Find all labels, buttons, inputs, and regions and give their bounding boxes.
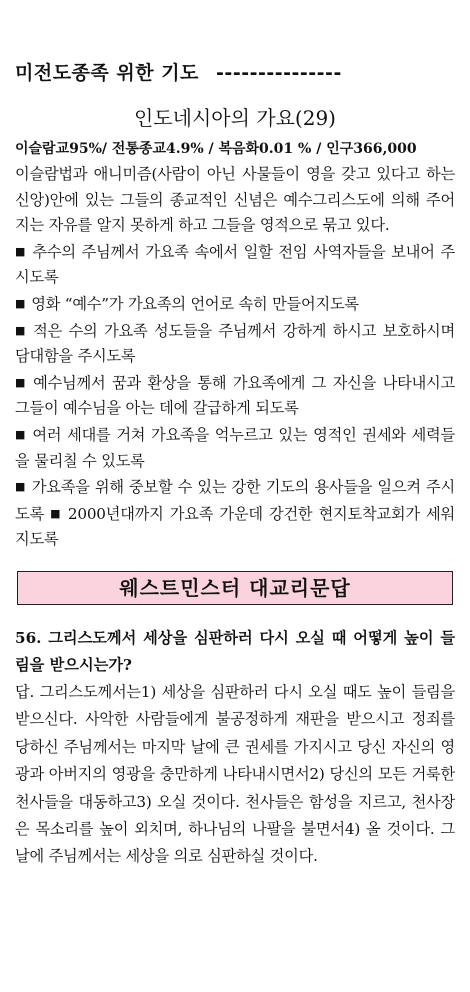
prayer-item	[15, 322, 455, 366]
catechism-banner: 웨스트민스터 대교리문답	[17, 571, 453, 605]
section-title: 미전도종족 위한 기도	[15, 62, 199, 84]
prayer-text: 적은 수의 가요족 성도들을 주님께서 강하게 하시고 보호하시며 담대함을 주시도록	[15, 321, 455, 366]
people-group-stats: 이슬람교95%/ 전통종교4.9% / 복음화0.01 % / 인구366,000	[15, 141, 417, 157]
prayer-item	[15, 374, 455, 418]
prayer-item	[15, 426, 455, 470]
prayer-text: 추수의 주님께서 가요족 속에서 일할 전임 사역자들을 보내어 주시도록	[15, 242, 455, 287]
bullet-icon: ■	[15, 244, 27, 258]
bullet-icon: ■	[15, 323, 28, 337]
prayer-text: 2000년대까지 가요족 가운데 강건한 현지토착교회가 세워지도록	[15, 504, 455, 549]
prayer-item	[15, 243, 455, 287]
prayer-body	[15, 162, 455, 553]
intro-text: 이슬람법과 애니미즘(사람이 아닌 사물들이 영을 갖고 있다고 하는 신앙)안에 있는 그들의 종교적인 신념은 예수그리스도에 의해 주어지는 자유를 알지 못하게 하고 그들을 영적으로 묶고 있다.	[15, 165, 455, 235]
bullet-icon: ■	[15, 375, 28, 389]
people-group-title: 인도네시아의 가요(29)	[134, 106, 336, 130]
catechism-question: 56. 그리스도께서 세상을 심판하러 다시 오실 때 어떻게 높이 들림을 받으시는가?	[15, 628, 455, 674]
catechism-answer: 답. 그리스도께서는1) 세상을 심판하러 다시 오실 때도 높이 들림을 받으신다. 사악한 사람들에게 불공정하게 재판을 받으시고 정죄를 당하신 주님께서는 마지막 날에 큰 권세를 가지시고 당신 자신의 영광과 아버지의 영광을 충만하게 나타내시면서2) 당신의 모든 거룩한 천사들을 대동하고3) 오실 것이다. 천사들은 함성을 지르고, 천사장은 목소리를 높이 외치며, 하나님의 나팔을 불면서4) 올 것이다. 그 날에 주님께서는 세상을 의로 심판하실 것이다.	[15, 682, 455, 866]
bullet-icon: ■	[15, 296, 26, 310]
prayer-text: 예수님께서 꿈과 환상을 통해 가요족에게 그 자신을 나타내시고 그들이 예수님을 아는 데에 갈급하게 되도록	[15, 373, 455, 418]
prayer-item	[15, 505, 455, 549]
bullet-icon: ■	[15, 480, 26, 494]
prayer-item	[15, 295, 359, 313]
prayer-text: 여러 세대를 거쳐 가요족을 억누르고 있는 영적인 권세와 세력들을 물리칠 수 있도록	[15, 425, 455, 470]
bullet-icon: ■	[15, 427, 27, 441]
bulletin-page	[15, 58, 455, 871]
prayer-text: 가요족을 위해 중보할 수 있는 강한 기도의 용사들을 일으켜 주시도록	[15, 478, 455, 523]
prayer-text: 영화 “예수”가 가요족의 언어로 속히 만들어지도록	[31, 294, 359, 313]
bullet-icon: ■	[50, 506, 62, 520]
section-dashes: ---------------	[216, 62, 342, 84]
section-header	[15, 58, 455, 88]
